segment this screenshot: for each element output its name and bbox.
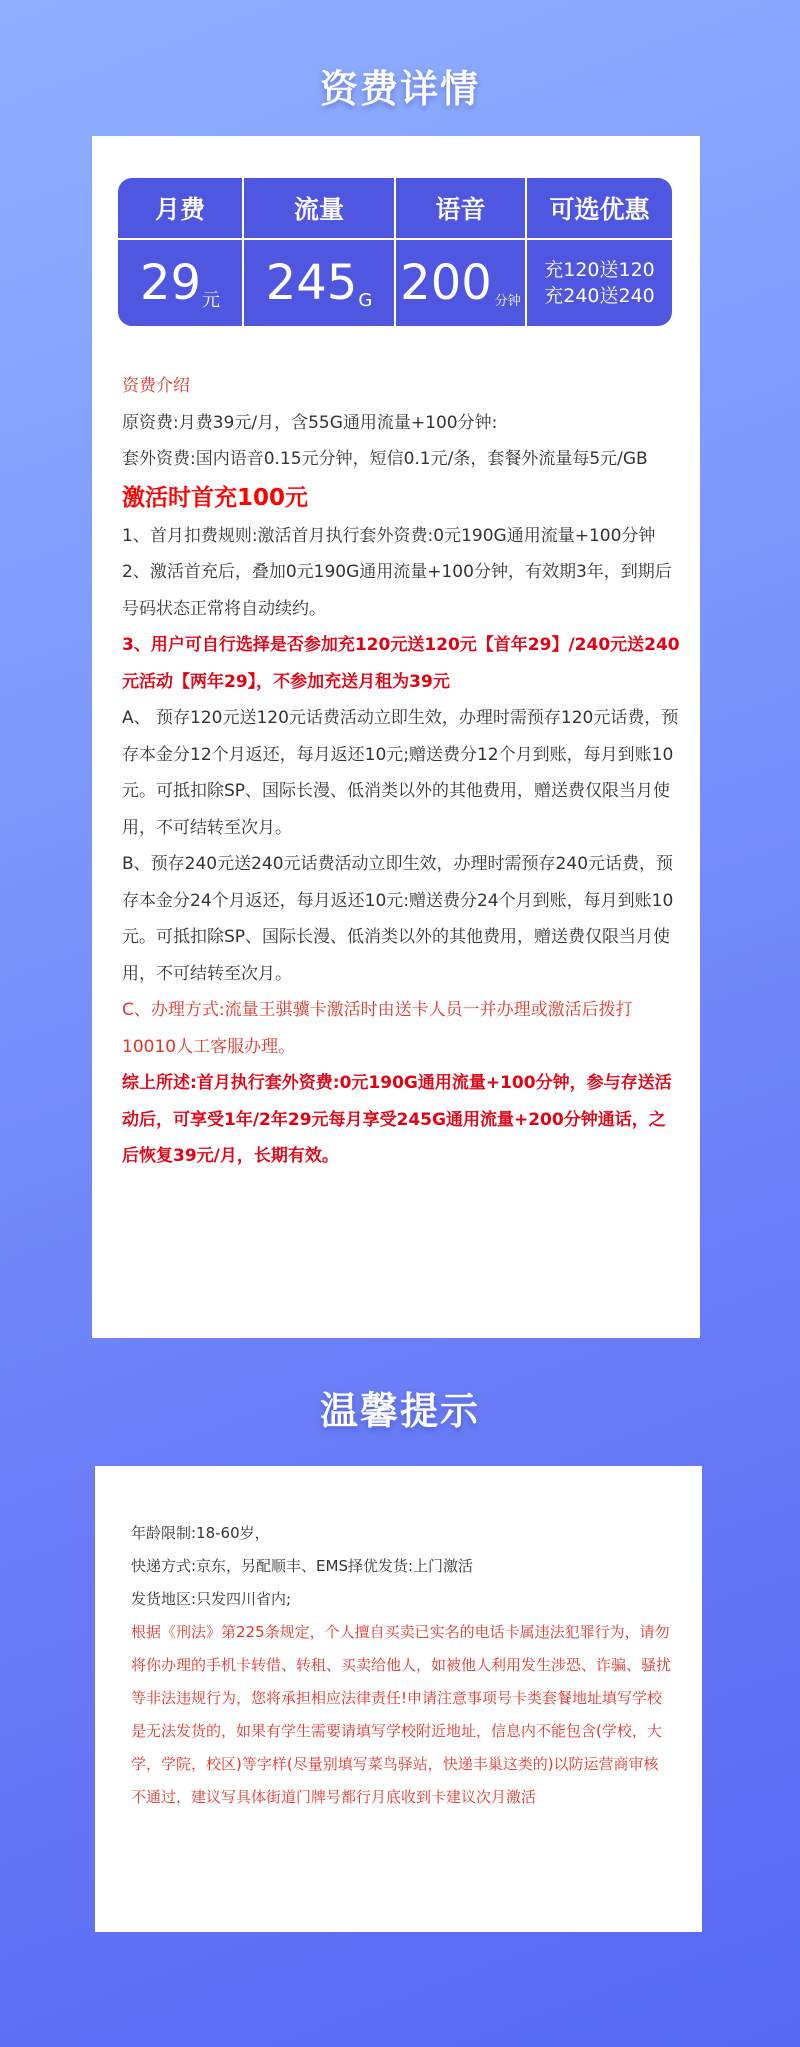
header-voice: 语音 (396, 178, 527, 240)
monthly-fee-number: 29 (139, 255, 202, 311)
data-value (244, 240, 396, 326)
tips-card (95, 1466, 702, 1932)
option-c: C、办理方式:流量王骐骥卡激活时由送卡人员一并办理或激活后拨打10010人工客服办理。 (122, 1000, 633, 1057)
tips-title: 温馨提示 (319, 1389, 480, 1433)
activate-heading: 激活时首充100元 (122, 484, 309, 511)
plan-table (118, 178, 672, 326)
age-limit: 年龄限制:18-60岁， (131, 1524, 270, 1542)
voice-unit: 分钟 (494, 294, 521, 309)
legal-warning: 根据《刑法》第225条规定，个人擅自买卖已实名的电话卡属违法犯罪行为，请勿将你办理的手机卡转借、转租、买卖给他人，如被他人利用发生涉恐、诈骗、骚扰等非法违规行为，您将承担相应法律责任!申请注意事项号卡类套餐地址填写学校是无法发货的，如果有学生需要请填写学校附近地址，信息内不能包含(学校，大学，学院，校区)等字样(尽量别填写菜鸟驿站，快递丰巢这类的)以防运营商审核不通过，建议写具体街道门牌号都行月底收到卡建议次月激活 (131, 1623, 672, 1806)
extra-fee-line: 套外资费:国内语音0.15元分钟，短信0.1元/条，套餐外流量每5元/GB (122, 449, 648, 469)
original-fee-line: 原资费:月费39元/月，含55G通用流量+100分钟: (122, 412, 498, 433)
data-unit: G (358, 290, 373, 311)
rule-1: 1、首月扣费规则:激活首月执行套外资费:0元190G通用流量+100分钟 (122, 525, 656, 546)
header-data: 流量 (244, 178, 396, 240)
shipping-region: 发货地区:只发四川省内; (131, 1590, 292, 1608)
option-b: B、预存240元送240元话费活动立即生效，办理时需预存240元话费，预存本金分24个月返还，每月返还10元:赠送费分24个月到账，每月到账10元。可抵扣除SP、国际长漫、低消类以外的其他费用，赠送费仅限当月使用，不可结转至次月。 (122, 854, 674, 984)
header-monthly-fee: 月费 (118, 178, 244, 240)
summary: 综上所述:首月执行套外资费:0元190G通用流量+100分钟，参与存送活动后，可享受1年/2年29元每月享受245G通用流量+200分钟通话，之后恢复39元/月，长期有效。 (122, 1073, 672, 1166)
voice-number: 200 (400, 255, 492, 311)
shipping-method: 快递方式:京东，另配顺丰、EMS择优发货:上门激活 (131, 1557, 474, 1575)
monthly-fee-unit: 元 (202, 290, 221, 311)
fee-details-title: 资费详情 (319, 67, 480, 111)
fee-details-content (122, 368, 682, 1175)
voice-value (396, 240, 527, 326)
fee-details-card (92, 136, 700, 1338)
tips-content (131, 1517, 671, 1814)
offers-value (527, 240, 672, 326)
header-offers: 可选优惠 (527, 178, 672, 240)
data-number: 245 (265, 255, 358, 311)
option-a: A、 预存120元送120元话费活动立即生效，办理时需预存120元话费，预存本金分12个月返还，每月返还10元;赠送费分12个月到账，每月到账10元。可抵扣除SP、国际长漫、低消类以外的其他费用，赠送费仅限当月使用，不可结转至次月。 (122, 708, 679, 838)
rule-3: 3、用户可自行选择是否参加充120元送120元【首年29】/240元送240元活动【两年29】，不参加充送月租为39元 (122, 635, 680, 692)
monthly-fee-value (118, 240, 244, 326)
offer-240: 充240送240 (544, 285, 655, 307)
offer-120: 充120送120 (544, 259, 655, 281)
rule-2: 2、激活首充后，叠加0元190G通用流量+100分钟，有效期3年，到期后号码状态正常将自动续约。 (122, 562, 672, 619)
intro-label: 资费介绍 (122, 376, 190, 396)
